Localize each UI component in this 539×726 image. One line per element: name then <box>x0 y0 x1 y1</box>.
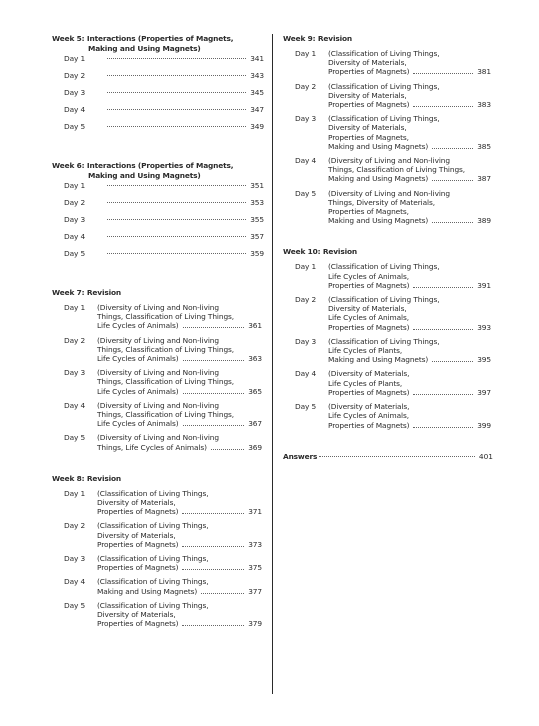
day-label: Day 5 <box>295 402 317 412</box>
page-number: 401 <box>478 451 493 461</box>
toc-entry[interactable] <box>52 88 264 105</box>
topic-line: Things, Classification of Living Things, <box>328 165 466 175</box>
toc-entry[interactable] <box>283 262 493 290</box>
entry-topics <box>64 554 264 572</box>
topic-line: Diversity of Materials, <box>97 498 176 508</box>
day-list <box>52 181 264 266</box>
page-number: 359 <box>250 249 264 258</box>
dot-leader <box>107 236 246 237</box>
page-number: 375 <box>248 563 262 573</box>
topic-line: Properties of Magnets) <box>328 388 467 397</box>
week-section <box>52 474 264 629</box>
entry-topics <box>64 577 264 595</box>
day-label: Day 2 <box>64 198 86 207</box>
topic-line: Diversity of Materials, <box>328 123 407 133</box>
topic-line: Properties of Magnets) <box>328 67 467 76</box>
entry-topics <box>295 49 493 77</box>
toc-entry[interactable] <box>52 232 264 249</box>
page-number: 363 <box>248 354 262 364</box>
dot-leader <box>432 361 473 362</box>
week-section <box>52 34 264 139</box>
page-number: 393 <box>477 322 491 332</box>
page-number: 365 <box>248 386 262 396</box>
topic-line: Properties of Magnets, <box>328 207 409 217</box>
day-label: Day 1 <box>64 54 86 63</box>
topic-line: Life Cycles of Plants, <box>328 378 403 388</box>
entry-topics <box>64 336 264 364</box>
page-number: 383 <box>477 100 491 110</box>
day-list <box>283 262 493 429</box>
topic-line: (Diversity of Living and Non-living <box>328 188 450 198</box>
entry-topics <box>295 295 493 332</box>
toc-entry[interactable] <box>52 303 264 331</box>
dot-leader <box>182 569 244 570</box>
dot-leader <box>107 185 246 186</box>
toc-entry[interactable] <box>52 433 264 451</box>
topic-line: (Diversity of Living and Non-living <box>97 303 219 312</box>
page-number: 355 <box>250 215 264 224</box>
topic-line: Making and Using Magnets) <box>328 142 467 151</box>
page-number: 341 <box>250 54 264 63</box>
toc-entry[interactable] <box>283 114 493 151</box>
day-label: Day 5 <box>295 188 317 198</box>
dot-leader <box>413 287 473 288</box>
answers-label: Answers <box>283 451 318 461</box>
week-heading <box>52 161 264 181</box>
topic-line: (Classification of Living Things, <box>97 554 209 564</box>
topic-line: Things, Classification of Living Things, <box>97 344 235 354</box>
page-number: 343 <box>250 71 264 80</box>
toc-entry[interactable] <box>283 402 493 430</box>
topic-line: (Diversity of Living and Non-living <box>97 400 219 410</box>
day-label: Day 1 <box>64 488 86 498</box>
day-label: Day 5 <box>64 249 86 258</box>
topic-line: Things, Life Cycles of Animals) <box>97 443 238 452</box>
day-list <box>52 303 264 452</box>
topic-line: Diversity of Materials, <box>97 530 176 540</box>
toc-entry[interactable] <box>52 368 264 396</box>
toc-entry[interactable] <box>52 249 264 266</box>
topic-line: Life Cycles of Animals) <box>97 321 238 330</box>
week-heading <box>52 474 264 484</box>
day-label: Day 3 <box>64 88 86 97</box>
dot-leader <box>107 109 246 110</box>
page-number: 371 <box>248 507 262 517</box>
dot-leader <box>107 75 246 76</box>
entry-topics <box>64 433 264 451</box>
day-label: Day 2 <box>64 521 86 531</box>
page-number: 353 <box>250 198 264 207</box>
dot-leader <box>432 148 473 149</box>
dot-leader <box>107 92 246 93</box>
day-label: Day 2 <box>64 335 86 345</box>
week-section <box>52 288 264 452</box>
topic-line: Properties of Magnets) <box>328 323 467 332</box>
day-label: Day 4 <box>64 577 86 587</box>
answers-entry[interactable] <box>283 452 493 462</box>
toc-left-column <box>52 34 264 650</box>
week-title: Week 8: Revision <box>52 473 121 483</box>
week-heading <box>283 247 493 257</box>
dot-leader <box>182 625 244 626</box>
dot-leader <box>183 393 245 394</box>
topic-line: (Classification of Living Things, <box>328 295 440 305</box>
entry-topics <box>64 368 264 396</box>
page-number: 373 <box>248 539 262 549</box>
page-number: 395 <box>477 355 491 365</box>
dot-leader <box>183 360 245 361</box>
toc-entry[interactable] <box>52 577 264 595</box>
topic-line: (Classification of Living Things, <box>328 81 440 91</box>
day-list <box>52 489 264 629</box>
day-list <box>283 49 493 225</box>
toc-entry[interactable] <box>52 198 264 215</box>
week-title: Week 7: Revision <box>52 288 121 297</box>
page-number: 391 <box>477 280 491 290</box>
dot-leader <box>432 180 473 181</box>
page-number: 381 <box>477 67 491 77</box>
toc-entry[interactable] <box>52 54 264 71</box>
day-label: Day 3 <box>64 368 86 378</box>
dot-leader <box>182 546 244 547</box>
day-label: Day 2 <box>295 295 317 305</box>
topic-line: Diversity of Materials, <box>328 304 407 314</box>
dot-leader <box>107 58 246 59</box>
day-label: Day 1 <box>64 303 86 312</box>
topic-line: Properties of Magnets) <box>97 563 238 572</box>
entry-topics <box>295 82 493 110</box>
dot-leader <box>107 202 246 203</box>
topic-line: (Classification of Living Things, <box>328 262 440 272</box>
dot-leader <box>107 126 246 127</box>
dot-leader <box>182 513 244 514</box>
topic-line: (Diversity of Materials, <box>328 402 410 412</box>
topic-line: (Classification of Living Things, <box>97 577 209 587</box>
page-number: 349 <box>250 122 264 131</box>
week-heading <box>52 34 264 54</box>
day-list <box>52 54 264 139</box>
dot-leader <box>211 449 244 450</box>
day-label: Day 5 <box>64 122 86 131</box>
toc-entry[interactable] <box>283 189 493 226</box>
toc-entry[interactable] <box>52 122 264 139</box>
topic-line: Properties of Magnets, <box>328 132 409 142</box>
column-divider <box>272 34 273 694</box>
dot-leader <box>413 329 473 330</box>
topic-line: Making and Using Magnets) <box>328 174 467 183</box>
topic-line: (Classification of Living Things, <box>97 521 209 531</box>
entry-topics <box>295 114 493 151</box>
dot-leader <box>183 425 245 426</box>
entry-topics <box>295 156 493 184</box>
topic-line: (Diversity of Living and Non-living <box>97 335 219 345</box>
topic-line: Life Cycles of Animals) <box>97 419 238 428</box>
topic-line: Life Cycles of Animals, <box>328 313 410 323</box>
page-number: 345 <box>250 88 264 97</box>
topic-line: Life Cycles of Plants, <box>328 346 403 356</box>
day-label: Day 3 <box>295 336 317 346</box>
entry-topics <box>295 337 493 365</box>
dot-leader <box>107 219 246 220</box>
week-title-continuation: Making and Using Magnets) <box>88 44 201 53</box>
day-label: Day 3 <box>64 554 86 564</box>
topic-line: Making and Using Magnets) <box>328 355 467 364</box>
topic-line: (Diversity of Materials, <box>328 369 410 379</box>
page-number: 389 <box>477 216 491 226</box>
day-label: Day 5 <box>64 433 86 443</box>
topic-line: Properties of Magnets) <box>97 619 238 628</box>
dot-leader <box>201 593 244 594</box>
toc-entry[interactable] <box>283 82 493 110</box>
dot-leader <box>432 222 473 223</box>
dot-leader <box>107 253 246 254</box>
topic-line: Things, Classification of Living Things, <box>97 410 235 420</box>
page-number: 387 <box>477 174 491 184</box>
week-heading <box>283 34 493 44</box>
topic-line: Diversity of Materials, <box>97 610 176 620</box>
week-heading <box>52 288 264 298</box>
toc-entry[interactable] <box>283 156 493 184</box>
entry-topics <box>64 489 264 517</box>
day-label: Day 4 <box>295 156 317 166</box>
topic-line: Properties of Magnets) <box>328 100 467 109</box>
entry-topics <box>64 601 264 629</box>
topic-line: (Diversity of Living and Non-living <box>97 433 219 443</box>
day-label: Day 5 <box>64 600 86 610</box>
entry-topics <box>295 262 493 290</box>
toc-entry[interactable] <box>52 336 264 364</box>
toc-entry[interactable] <box>52 601 264 629</box>
page-number: 351 <box>250 181 264 190</box>
day-label: Day 1 <box>295 262 317 272</box>
topic-line: (Classification of Living Things, <box>97 600 209 610</box>
page-number: 361 <box>248 321 262 331</box>
week-title: Week 10: Revision <box>283 247 357 257</box>
day-label: Day 1 <box>64 181 86 190</box>
day-label: Day 4 <box>64 400 86 410</box>
dot-leader <box>413 73 473 74</box>
entry-topics <box>295 369 493 397</box>
page-number: 379 <box>248 619 262 629</box>
entry-topics <box>64 303 264 331</box>
dot-leader <box>413 106 473 107</box>
toc-entry[interactable] <box>52 489 264 517</box>
week-title: Week 6: Interactions (Properties of Magnets, <box>52 161 234 170</box>
topic-line: Life Cycles of Animals) <box>97 354 238 363</box>
page-number: 377 <box>248 586 262 596</box>
topic-line: Properties of Magnets) <box>97 540 238 549</box>
topic-line: (Classification of Living Things, <box>328 49 440 58</box>
topic-line: Properties of Magnets) <box>328 281 467 290</box>
topic-line: Making and Using Magnets) <box>328 216 467 225</box>
topic-line: (Diversity of Living and Non-living <box>328 156 450 166</box>
day-label: Day 2 <box>64 71 86 80</box>
topic-line: Things, Classification of Living Things, <box>97 312 235 322</box>
topic-line: (Classification of Living Things, <box>328 336 440 346</box>
day-label: Day 1 <box>295 49 317 58</box>
day-label: Day 2 <box>295 81 317 91</box>
entry-topics <box>295 402 493 430</box>
topic-line: Life Cycles of Animals) <box>97 387 238 396</box>
dot-leader <box>413 427 473 428</box>
week-section <box>283 247 493 429</box>
page-number: 399 <box>477 420 491 430</box>
day-label: Day 3 <box>64 215 86 224</box>
topic-line: (Classification of Living Things, <box>97 488 209 498</box>
day-label: Day 4 <box>64 232 86 241</box>
dot-leader <box>319 456 475 457</box>
toc-entry[interactable] <box>283 49 493 77</box>
week-section <box>283 34 493 225</box>
topic-line: Diversity of Materials, <box>328 58 407 68</box>
week-title: Week 9: Revision <box>283 34 352 43</box>
entry-topics <box>64 521 264 549</box>
toc-entry[interactable] <box>52 521 264 549</box>
toc-entry[interactable] <box>52 401 264 429</box>
topic-line: Properties of Magnets) <box>328 421 467 430</box>
topic-line: Things, Classification of Living Things, <box>97 377 235 387</box>
day-label: Day 4 <box>295 369 317 379</box>
entry-topics <box>64 401 264 429</box>
dot-leader <box>183 327 245 328</box>
toc-right-column <box>283 34 493 462</box>
topic-line: Things, Diversity of Materials, <box>328 197 436 207</box>
topic-line: Properties of Magnets) <box>97 507 238 516</box>
toc-entry[interactable] <box>52 181 264 198</box>
toc-entry[interactable] <box>52 71 264 88</box>
page-number: 367 <box>248 419 262 429</box>
topic-line: Diversity of Materials, <box>328 90 407 100</box>
topic-line: Life Cycles of Animals, <box>328 411 410 421</box>
week-title-continuation: Making and Using Magnets) <box>88 171 201 180</box>
toc-entry[interactable] <box>283 337 493 365</box>
topic-line: (Classification of Living Things, <box>328 114 440 124</box>
day-label: Day 3 <box>295 114 317 124</box>
topic-line: Making and Using Magnets) <box>97 587 238 596</box>
toc-entry[interactable] <box>283 295 493 332</box>
toc-entry[interactable] <box>52 554 264 572</box>
week-title: Week 5: Interactions (Properties of Magnets, <box>52 34 234 43</box>
page-number: 397 <box>477 387 491 397</box>
topic-line: Life Cycles of Animals, <box>328 271 410 281</box>
entry-topics <box>295 189 493 226</box>
dot-leader <box>413 394 473 395</box>
page-number: 357 <box>250 232 264 241</box>
day-label: Day 4 <box>64 105 86 114</box>
page-number: 369 <box>248 442 262 452</box>
page-number: 385 <box>477 141 491 151</box>
page-number: 347 <box>250 105 264 114</box>
week-section <box>52 161 264 266</box>
topic-line: (Diversity of Living and Non-living <box>97 368 219 378</box>
toc-entry[interactable] <box>52 105 264 122</box>
toc-entry[interactable] <box>52 215 264 232</box>
toc-entry[interactable] <box>283 369 493 397</box>
